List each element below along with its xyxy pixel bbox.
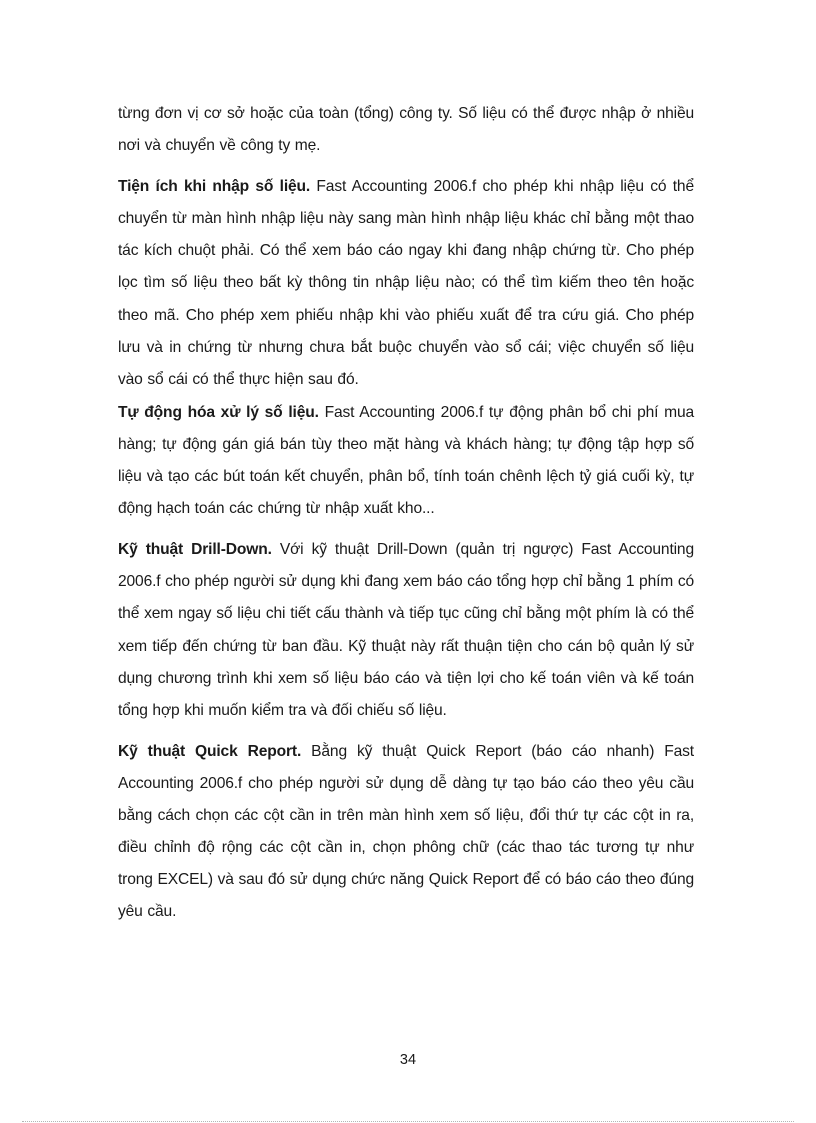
paragraph-text: Fast Accounting 2006.f cho phép khi nhập liệu có thể chuyển từ màn hình nhập liệu này sang màn hình nhập liệu khác chỉ bằng một thao tác kích chuột phải. Có thể xem báo cáo ngay khi đang nhập chứng từ. Cho phép lọc tìm số liệu theo bất kỳ thông tin nhập liệu nào; có thể tìm kiếm theo tên hoặc theo mã. Cho phép xem phiếu nhập khi vào phiếu xuất để tra cứu giá. Cho phép lưu và in chứng từ nhưng chưa bắt buộc chuyển vào sổ cái; việc chuyển số liệu vào sổ cái có thể thực hiện sau đó. [118,178,694,388]
paragraph-heading: Kỹ thuật Drill-Down. [118,541,272,559]
paragraph-continuation [118,98,694,162]
document-body [118,98,694,928]
paragraph-data-entry-utilities [118,171,694,396]
paragraph-text: Với kỹ thuật Drill-Down (quản trị ngược) Fast Accounting 2006.f cho phép người sử dụng khi đang xem báo cáo tổng hợp chỉ bằng 1 phím có thể xem ngay số liệu chi tiết cấu thành và tiếp tục cũng chỉ bằng một phím là có thể xem tiếp đến chứng từ ban đầu. Kỹ thuật này rất thuận tiện cho cán bộ quản lý sử dụng chương trình khi xem số liệu báo cáo và tiện lợi cho kế toán viên và kế toán tổng hợp khi muốn kiểm tra và đối chiếu số liệu. [118,541,694,719]
paragraph-text: Fast Accounting 2006.f tự động phân bổ chi phí mua hàng; tự động gán giá bán tùy theo mặt hàng và khách hàng; tự động tập hợp số liệu và tạo các bút toán kết chuyển, phân bổ, tính toán chênh lệch tỷ giá cuối kỳ, tự động hạch toán các chứng từ nhập xuất kho... [118,403,694,518]
paragraph-heading: Tiện ích khi nhập số liệu. [118,178,311,196]
paragraph-text: từng đơn vị cơ sở hoặc của toàn (tổng) công ty. Số liệu có thể được nhập ở nhiều nơi và chuyển về công ty mẹ. [118,105,694,155]
paragraph-quick-report [118,736,694,929]
paragraph-heading: Tự động hóa xử lý số liệu. [118,403,319,421]
paragraph-automation [118,397,694,525]
page-footer-divider [22,1121,794,1122]
paragraph-heading: Kỹ thuật Quick Report. [118,742,302,760]
paragraph-drill-down [118,534,694,727]
paragraph-text: Bằng kỹ thuật Quick Report (báo cáo nhanh) Fast Accounting 2006.f cho phép người sử dụng dễ dàng tự tạo báo cáo theo yêu cầu bằng cách chọn các cột cần in trên màn hình xem số liệu, đổi thứ tự các cột in ra, điều chỉnh độ rộng các cột cần in, chọn phông chữ (các thao tác tương tự như trong EXCEL) và sau đó sử dụng chức năng Quick Report để có báo cáo theo đúng yêu cầu. [118,742,694,921]
page-number: 34 [399,1052,417,1068]
